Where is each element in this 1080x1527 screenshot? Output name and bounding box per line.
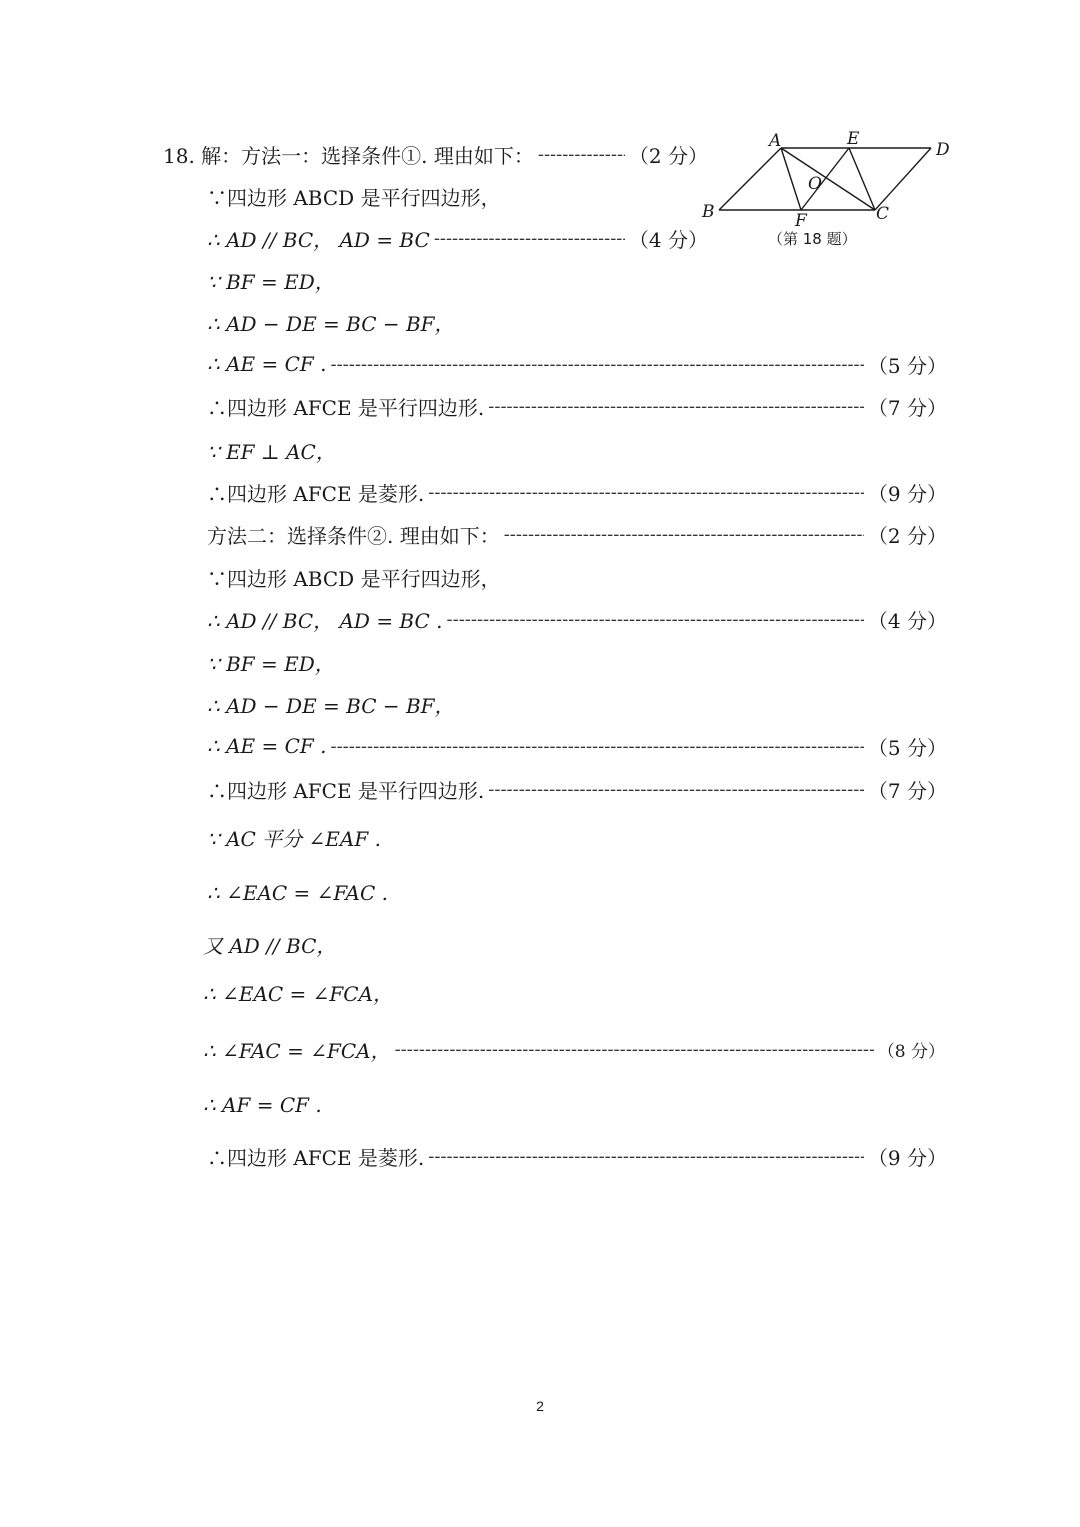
line-text: ∴ AD − DE = BC − BF， [207,693,455,718]
line-text: ∴四边形 AFCE 是平行四边形. [207,778,485,803]
solution-line-22 [203,1088,322,1122]
line-text: ∵四边形 ABCD 是平行四边形， [207,185,501,210]
solution-line-11 [207,560,501,594]
score-label: （7 分） [867,778,947,803]
page-number: 2 [536,1398,544,1414]
score-label: （5 分） [867,735,947,760]
solution-line-1 [163,137,708,171]
line-text: ∴ AD − DE = BC − BF， [207,311,455,336]
solution-line-2 [207,179,501,213]
figure-caption: （第 18 题） [768,230,857,248]
line-text: ∵ EF ⊥ AC， [207,439,336,464]
line-text: ∴ ∠FAC = ∠FCA， [203,1038,391,1063]
line-text: ∵ BF = ED， [207,651,335,676]
solution-line-18 [207,876,388,910]
leader-dashes [488,779,864,800]
label-e: E [847,129,860,149]
solution-line-13 [207,645,335,679]
leader-dashes [331,354,864,375]
label-o: O [808,174,822,194]
score-label: （2 分） [867,523,947,548]
line-text: ∴四边形 AFCE 是平行四边形. [207,395,485,420]
solution-line-6 [207,347,947,381]
line-text: 又 AD // BC， [203,933,337,958]
line-text: ∴四边形 AFCE 是菱形. [207,481,425,506]
score-label: （4 分） [867,608,947,633]
solution-line-20 [203,975,393,1009]
solution-line-19 [203,927,336,961]
segment-ba [719,148,781,210]
solution-line-5 [207,305,455,339]
leader-dashes [538,144,625,165]
leader-dashes [428,1146,864,1167]
score-label: （5 分） [867,353,947,378]
solution-line-9 [207,475,947,509]
line-text: ∴ AE = CF . [207,352,327,376]
solution-line-10 [207,517,947,551]
segment-ac [781,148,875,210]
leader-dashes [504,524,864,545]
line-text: ∵ AC 平分 ∠EAF . [207,826,381,851]
line-text: ∵四边形 ABCD 是平行四边形， [207,566,501,591]
label-b: B [702,202,715,222]
solution-line-16 [207,772,947,806]
solution-line-15 [207,729,947,763]
line-text: 18. 解：方法一：选择条件①. 理由如下： [163,143,534,168]
label-a: A [769,131,782,151]
solution-line-23 [207,1139,947,1173]
leader-dashes [447,609,864,630]
segment-dc [875,148,931,210]
score-label: （9 分） [867,1145,947,1170]
label-d: D [936,140,950,160]
solution-line-14 [207,687,455,721]
leader-dashes [331,736,864,757]
line-text: 方法二：选择条件②. 理由如下： [207,523,500,548]
solution-line-17 [207,820,381,854]
segment-af [781,148,801,210]
line-text: ∴ ∠EAC = ∠FCA， [203,981,394,1006]
line-text: ∴ AE = CF . [207,734,327,758]
score-label: （7 分） [867,395,947,420]
label-f: F [795,211,807,231]
solution-line-12 [207,602,947,636]
solution-line-21 [203,1032,945,1066]
leader-dashes [434,228,625,249]
line-text: ∵ BF = ED， [207,269,335,294]
leader-dashes [488,396,864,417]
line-text: ∴ AD // BC， AD = BC [207,227,430,252]
score-label: （9 分） [867,481,947,506]
leader-dashes [395,1039,874,1060]
solution-line-8 [207,433,336,467]
line-text: ∴ AF = CF . [203,1093,322,1117]
score-label: （8 分） [877,1041,945,1062]
score-label: （4 分） [628,227,708,252]
line-text: ∴ ∠EAC = ∠FAC . [207,881,389,905]
line-text: ∴四边形 AFCE 是菱形. [207,1145,425,1170]
solution-line-7 [207,389,947,423]
label-c: C [876,204,890,224]
score-label: （2 分） [628,143,708,168]
leader-dashes [428,482,864,503]
line-text: ∴ AD // BC， AD = BC . [207,608,443,633]
solution-line-4 [207,263,335,297]
solution-line-3 [207,221,708,255]
